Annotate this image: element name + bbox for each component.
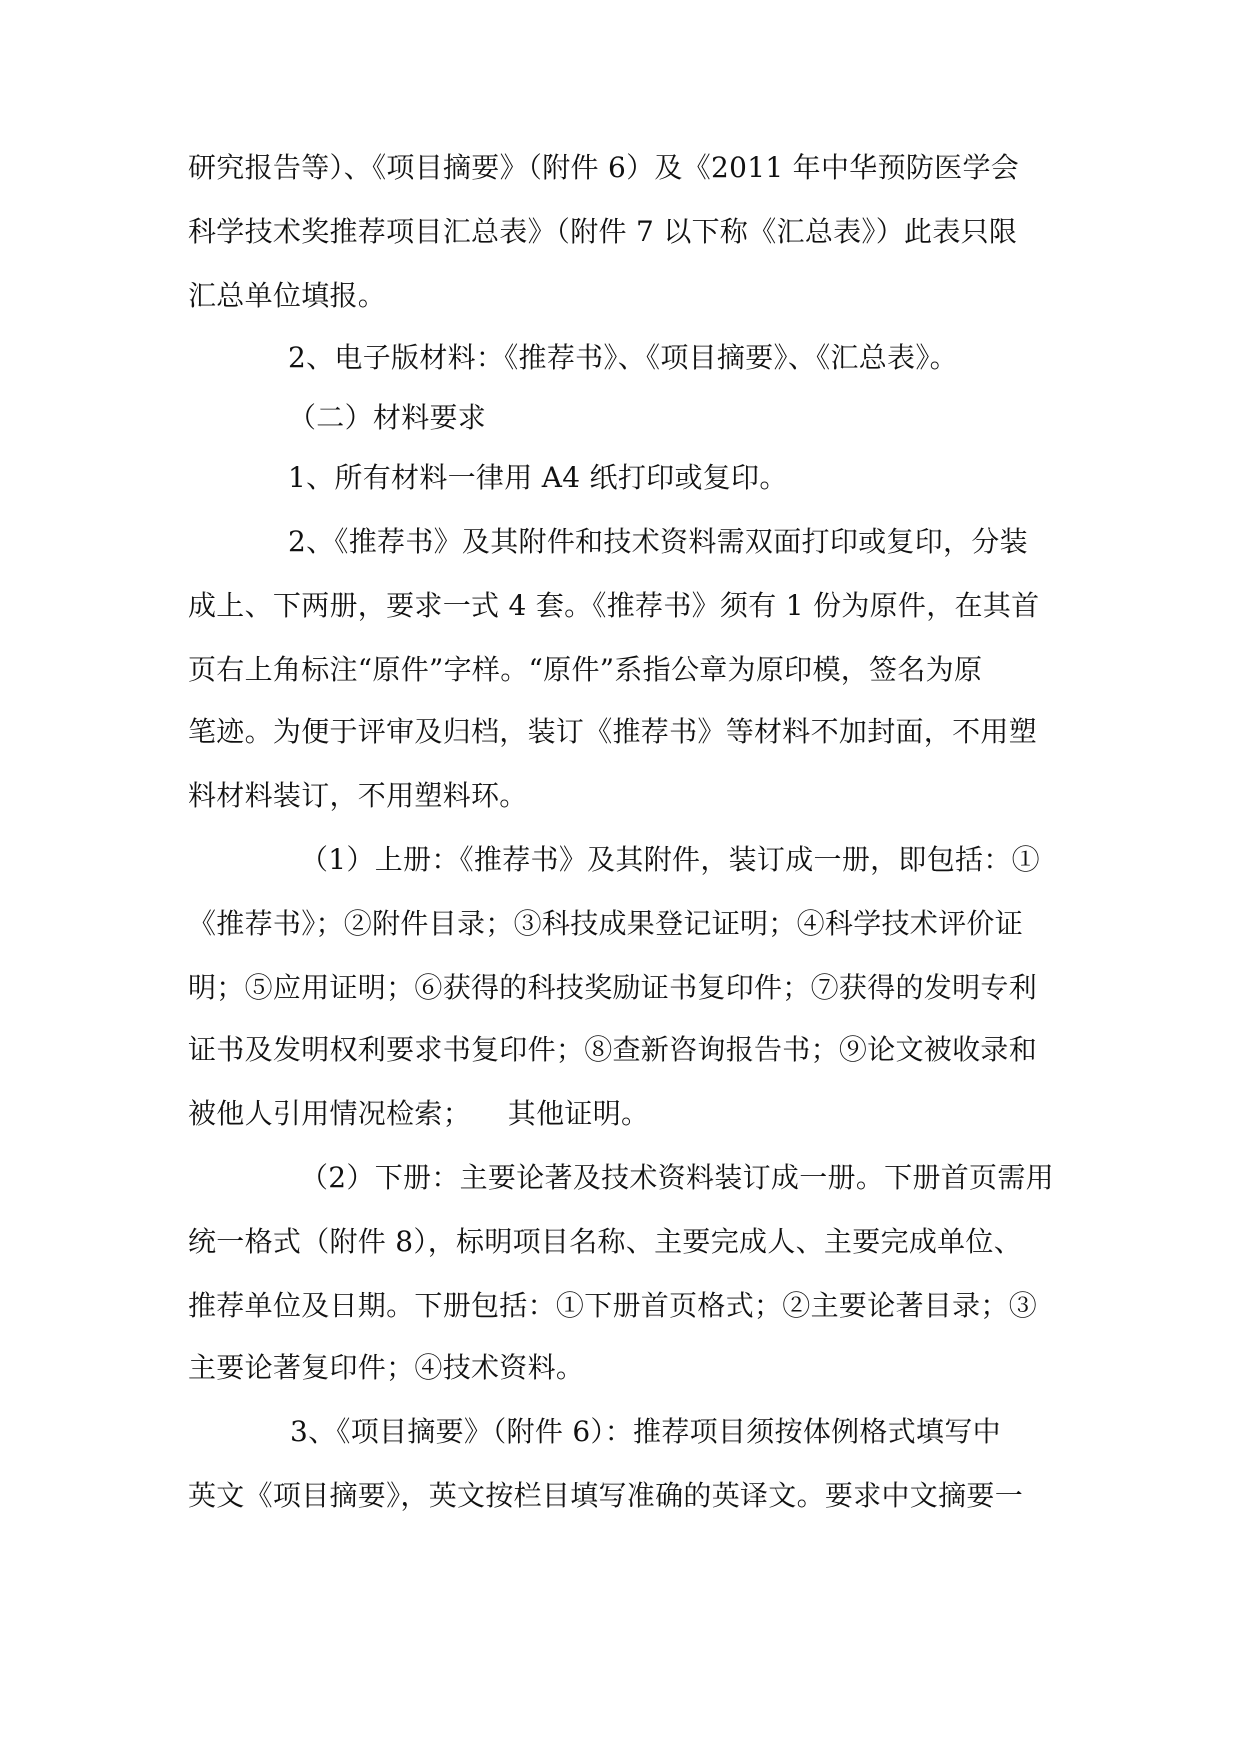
text-line: 证书及发明权利要求书复印件；⑧查新咨询报告书；⑨论文被收录和: [188, 1033, 1038, 1066]
text-line: （2）下册：主要论著及技术资料装订成一册。下册首页需用: [300, 1161, 1054, 1194]
text-line: 2、《推荐书》及其附件和技术资料需双面打印或复印，分装: [288, 525, 1028, 558]
text-line: 科学技术奖推荐项目汇总表》（附件 7 以下称《汇总表》）此表只限: [188, 215, 1018, 248]
text-line: 1、所有材料一律用 A4 纸打印或复印。: [288, 461, 788, 494]
text-line: 英文《项目摘要》，英文按栏目填写准确的英译文。要求中文摘要一: [188, 1479, 1024, 1512]
text-line: 明；⑤应用证明；⑥获得的科技奖励证书复印件；⑦获得的发明专利: [188, 971, 1038, 1004]
text-line: 2、电子版材料：《推荐书》、《项目摘要》、《汇总表》。: [288, 341, 958, 374]
text-line: 研究报告等）、《项目摘要》（附件 6）及《2011 年中华预防医学会: [188, 151, 1020, 184]
text-line: （1）上册：《推荐书》及其附件，装订成一册，即包括：①: [300, 843, 1040, 876]
section-heading: （二）材料要求: [288, 401, 487, 434]
text-line: 推荐单位及日期。下册包括：①下册首页格式；②主要论著目录；③: [188, 1289, 1038, 1322]
text-line: 页右上角标注“原件”字样。“原件”系指公章为原印模，签名为原: [188, 653, 983, 686]
text-line: 统一格式（附件 8），标明项目名称、主要完成人、主要完成单位、: [188, 1225, 1023, 1258]
text-line: 笔迹。为便于评审及归档，装订《推荐书》等材料不加封面，不用塑: [188, 715, 1038, 748]
text-line: 被他人引用情况检索； 其他证明。: [188, 1097, 650, 1130]
text-line: 料材料装订，不用塑料环。: [188, 779, 528, 812]
text-line: 汇总单位填报。: [188, 279, 387, 312]
text-line: 3、《项目摘要》（附件 6）：推荐项目须按体例格式填写中: [290, 1415, 1001, 1448]
text-line: 《推荐书》；②附件目录；③科技成果登记证明；④科学技术评价证: [188, 907, 1024, 940]
text-line: 主要论著复印件；④技术资料。: [188, 1351, 585, 1384]
text-line: 成上、下两册，要求一式 4 套。《推荐书》须有 1 份为原件，在其首: [188, 589, 1040, 622]
